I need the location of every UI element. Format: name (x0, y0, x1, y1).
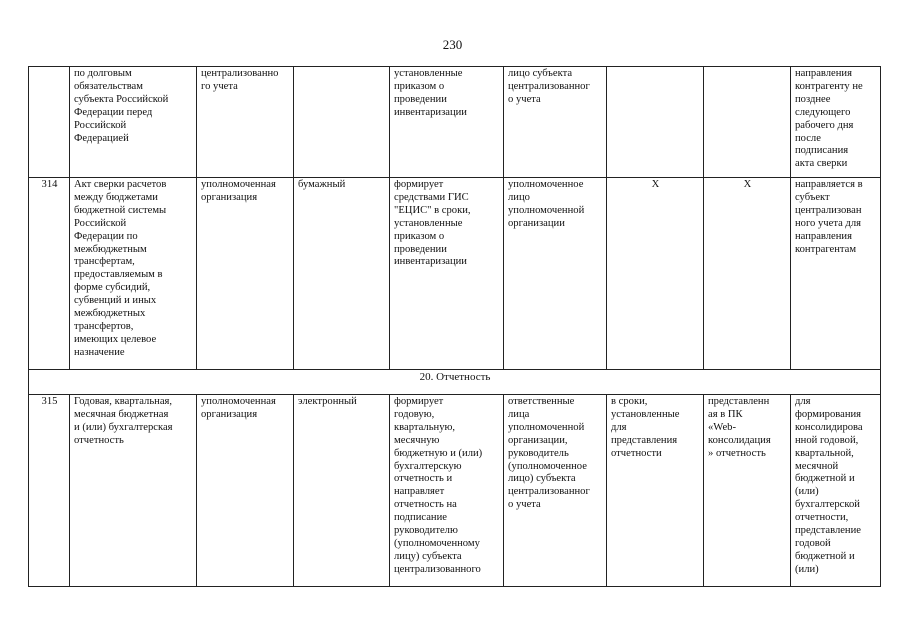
section-title: 20. Отчетность (29, 370, 881, 395)
deadline-cell: в сроки, установленные для представления отчетности (607, 395, 704, 587)
responsible-party-cell: уполномоченная организация (197, 395, 294, 587)
format-cell: электронный (294, 395, 390, 587)
document-name-cell: по долговым обязательствам субъекта Российской Федерации перед Российской Федерацией (70, 67, 197, 178)
purpose-cell: для формирования консолидирова нной годовой, квартальной, месячной бюджетной и (или) бухгалтерской отчетности, представление годовой бюджетной и (или) (791, 395, 881, 587)
deadline-cell (607, 67, 704, 178)
basis-cell: представленн ая в ПК «Web- консолидация » отчетность (704, 395, 791, 587)
table-row (29, 395, 881, 587)
purpose-cell: направления контрагенту не позднее следующего рабочего дня после подписания акта сверки (791, 67, 881, 178)
signer-cell: лицо субъекта централизованног о учета (504, 67, 607, 178)
row-number-cell: 314 (29, 178, 70, 370)
section-row (29, 370, 881, 395)
purpose-cell: направляется в субъект централизован ного учета для направления контрагентам (791, 178, 881, 370)
signer-cell: уполномоченное лицо уполномоченной организации (504, 178, 607, 370)
basis-cell (704, 67, 791, 178)
row-number-cell (29, 67, 70, 178)
table-row (29, 178, 881, 370)
format-cell: бумажный (294, 178, 390, 370)
page-number: 230 (442, 37, 463, 52)
responsible-party-cell: уполномоченная организация (197, 178, 294, 370)
document-name-cell: Акт сверки расчетов между бюджетами бюджетной системы Российской Федерации по межбюджетным трансфертам, предоставляемым в форме субсидий, субвенций и иных межбюджетных трансфертов, имеющих целевое назначение (70, 178, 197, 370)
action-cell: формирует средствами ГИС "ЕЦИС" в сроки, установленные приказом о проведении инвентаризации (390, 178, 504, 370)
document-table (28, 66, 881, 587)
action-cell: формирует годовую, квартальную, месячную бюджетную и (или) бухгалтерскую отчетность и направляет отчетность на подписание руководителю (уполномоченному лицу) субъекта централизованного (390, 395, 504, 587)
responsible-party-cell: централизованно го учета (197, 67, 294, 178)
format-cell (294, 67, 390, 178)
document-name-cell: Годовая, квартальная, месячная бюджетная и (или) бухгалтерская отчетность (70, 395, 197, 587)
basis-cell: Х (704, 178, 791, 370)
row-number-cell: 315 (29, 395, 70, 587)
deadline-cell: Х (607, 178, 704, 370)
action-cell: установленные приказом о проведении инвентаризации (390, 67, 504, 178)
table-row (29, 67, 881, 178)
signer-cell: ответственные лица уполномоченной организации, руководитель (уполномоченное лицо) субъекта централизованног о учета (504, 395, 607, 587)
